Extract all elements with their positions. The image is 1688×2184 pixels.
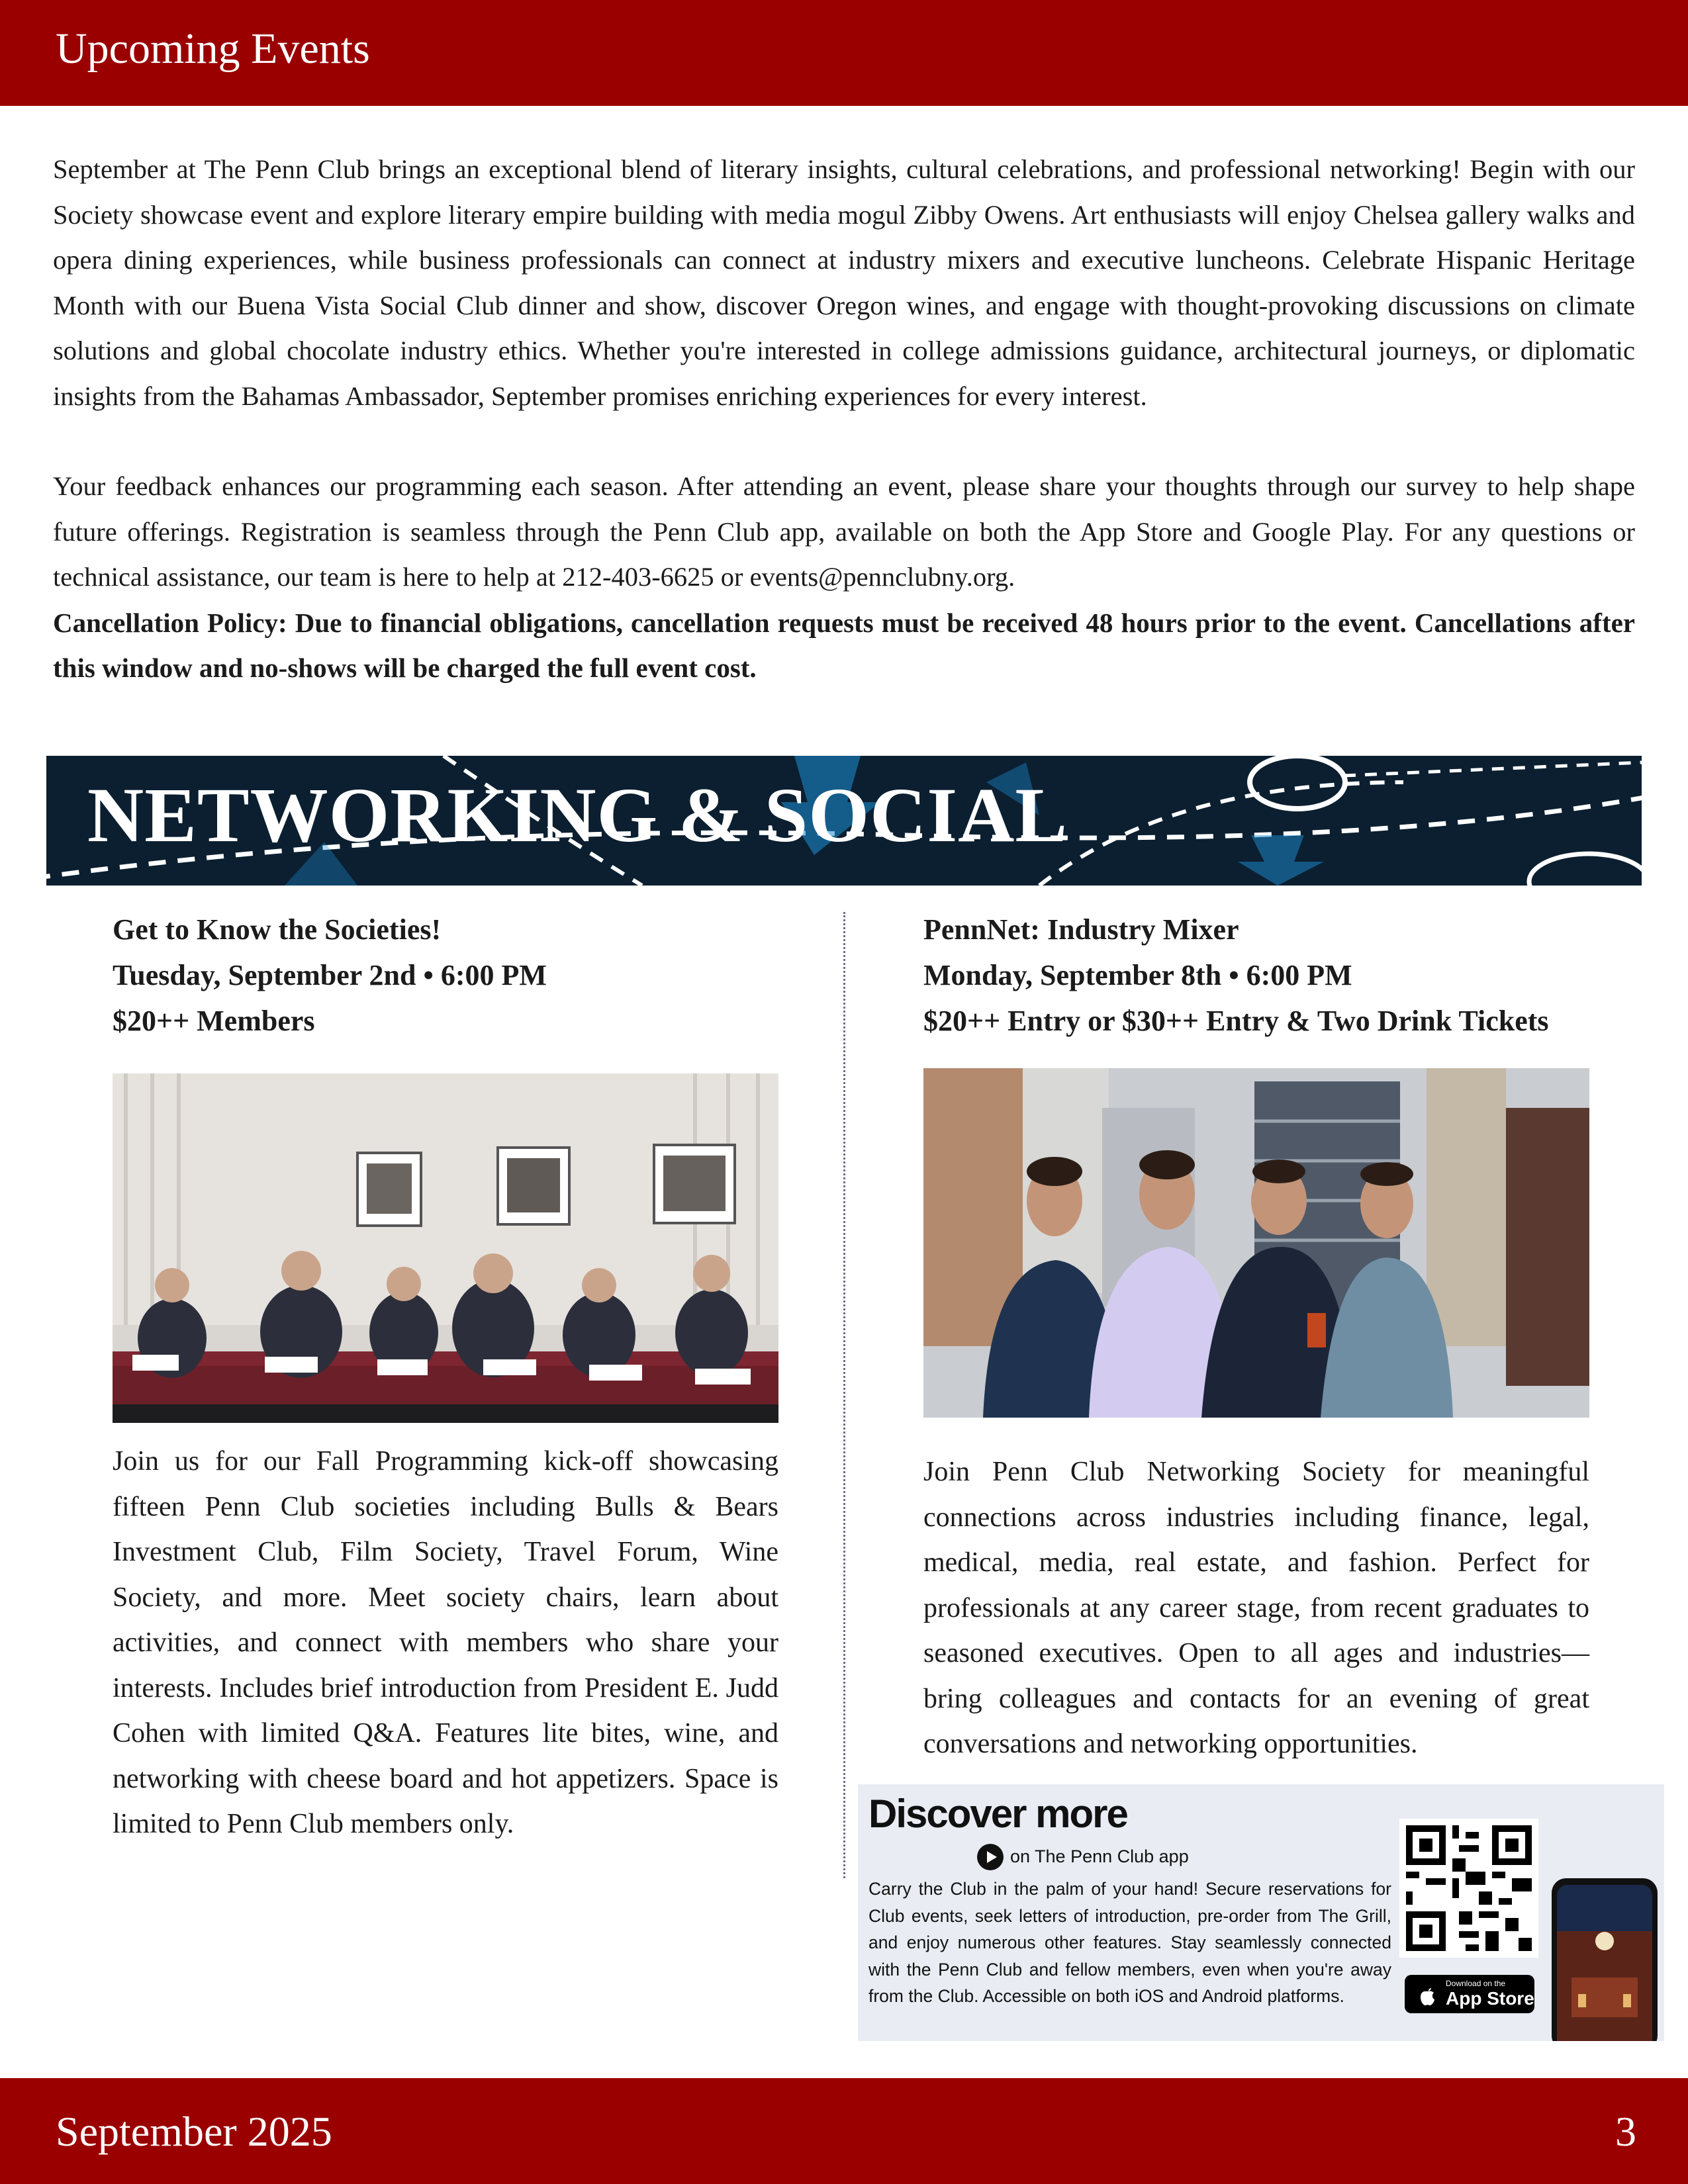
feedback-paragraph: Your feedback enhances our programming each season. After attending an event, please share your thoughts through our survey to help shape future offerings. Registration is seamless through the Penn Club app, available on both the App Store and Google Play. For any questions or technical assistance, our team is here to help at 212-403-6625 or events@pennclubny.org.	[53, 471, 1635, 592]
event-title: PennNet: Industry Mixer	[923, 913, 1239, 946]
event-title: Get to Know the Societies!	[113, 913, 442, 946]
qr-code-icon[interactable]	[1399, 1819, 1538, 1958]
event-description: Join Penn Club Networking Society for meaningful connections across industries including finance, legal, medical, media, real estate, and fashion. Perfect for professionals at any career stage, from recent graduates to seasoned executives. Open to all ages and industries—bring colleagues and contacts for an evening of great conversations and networking opportunities.	[923, 1457, 1589, 1759]
footer-date: September 2025	[56, 2108, 332, 2155]
page-title: Upcoming Events	[56, 24, 370, 73]
event-datetime: Tuesday, September 2nd • 6:00 PM	[113, 959, 547, 991]
footer-bar	[0, 2078, 1688, 2184]
event-card-pennnet	[923, 907, 1645, 1044]
intro-paragraph: September at The Penn Club brings an exceptional blend of literary insights, cultural celebrations, and professional networking! Begin with our Society showcase event and explore literary empire building with media mogul Zibby Owens. Art enthusiasts will enjoy Chelsea gallery walks and opera dining experiences, while business professionals can connect at industry mixers and executive luncheons. Celebrate Hispanic Heritage Month with our Buena Vista Social Club dinner and show, discover Oregon wines, and engage with thought-provoking discussions on climate solutions and global chocolate industry ethics. Whether you're interested in college admissions guidance, architectural journeys, or diplomatic insights from the Bahamas Ambassador, September promises enriching experiences for every interest.	[53, 154, 1635, 411]
header-bar	[0, 0, 1688, 106]
banner-title: NETWORKING & SOCIAL	[87, 772, 1068, 858]
event-datetime: Monday, September 8th • 6:00 PM	[923, 959, 1352, 991]
section-banner	[46, 756, 1642, 886]
play-icon	[977, 1844, 1004, 1870]
event-price: $20++ Members	[113, 1005, 315, 1037]
intro-section	[53, 147, 1635, 691]
app-promo-heading: Discover more	[868, 1792, 1127, 1836]
page-number: 3	[1615, 2108, 1636, 2155]
event-description: Join us for our Fall Programming kick-off showcasing fifteen Penn Club societies including Bulls & Bears Investment Club, Film Society, Travel Forum, Wine Society, and more. Meet society chairs, learn about activities, and connect with members who share your interests. Includes brief introduction from President E. Judd Cohen with limited Q&A. Features lite bites, wine, and networking with cheese board and hot appetizers. Space is limited to Penn Club members only.	[113, 1446, 778, 1839]
cancellation-policy: Cancellation Policy: Due to financial obligations, cancellation requests must be received 48 hours prior to the event. Cancellations after this window and no-shows will be charged the full event cost.	[53, 607, 1635, 683]
app-promo-body: Carry the Club in the palm of your hand! Secure reservations for Club events, seek letters of introduction, pre-order from The Grill, and enjoy numerous other features. Stay seamlessly connected with the Penn Club and fellow members, even when you're away from the Club. Accessible on both iOS and Android platforms.	[868, 1879, 1391, 2006]
event-photo-panel	[113, 1073, 778, 1423]
app-promo: Discover more on The Penn Club app Carry the Club in the palm of your hand! Secure reservations for Club events, seek letters of introduction, pre-order from The Grill, and enjoy numerous other features. Stay seamlessly connected with the Penn Club and fellow members, even when you're away from the Club. Accessible on both iOS and Android platforms. Download on the App Store	[858, 1784, 1664, 2041]
column-divider	[843, 912, 845, 1878]
event-card-societies	[113, 907, 781, 1044]
phone-mockup	[1552, 1878, 1658, 2041]
app-store-badge[interactable]: Download on the App Store	[1405, 1975, 1534, 2013]
apple-icon	[1417, 1983, 1438, 2007]
event-price: $20++ Entry or $30++ Entry & Two Drink Tickets	[923, 1005, 1549, 1037]
event-photo-panel	[923, 1068, 1589, 1418]
